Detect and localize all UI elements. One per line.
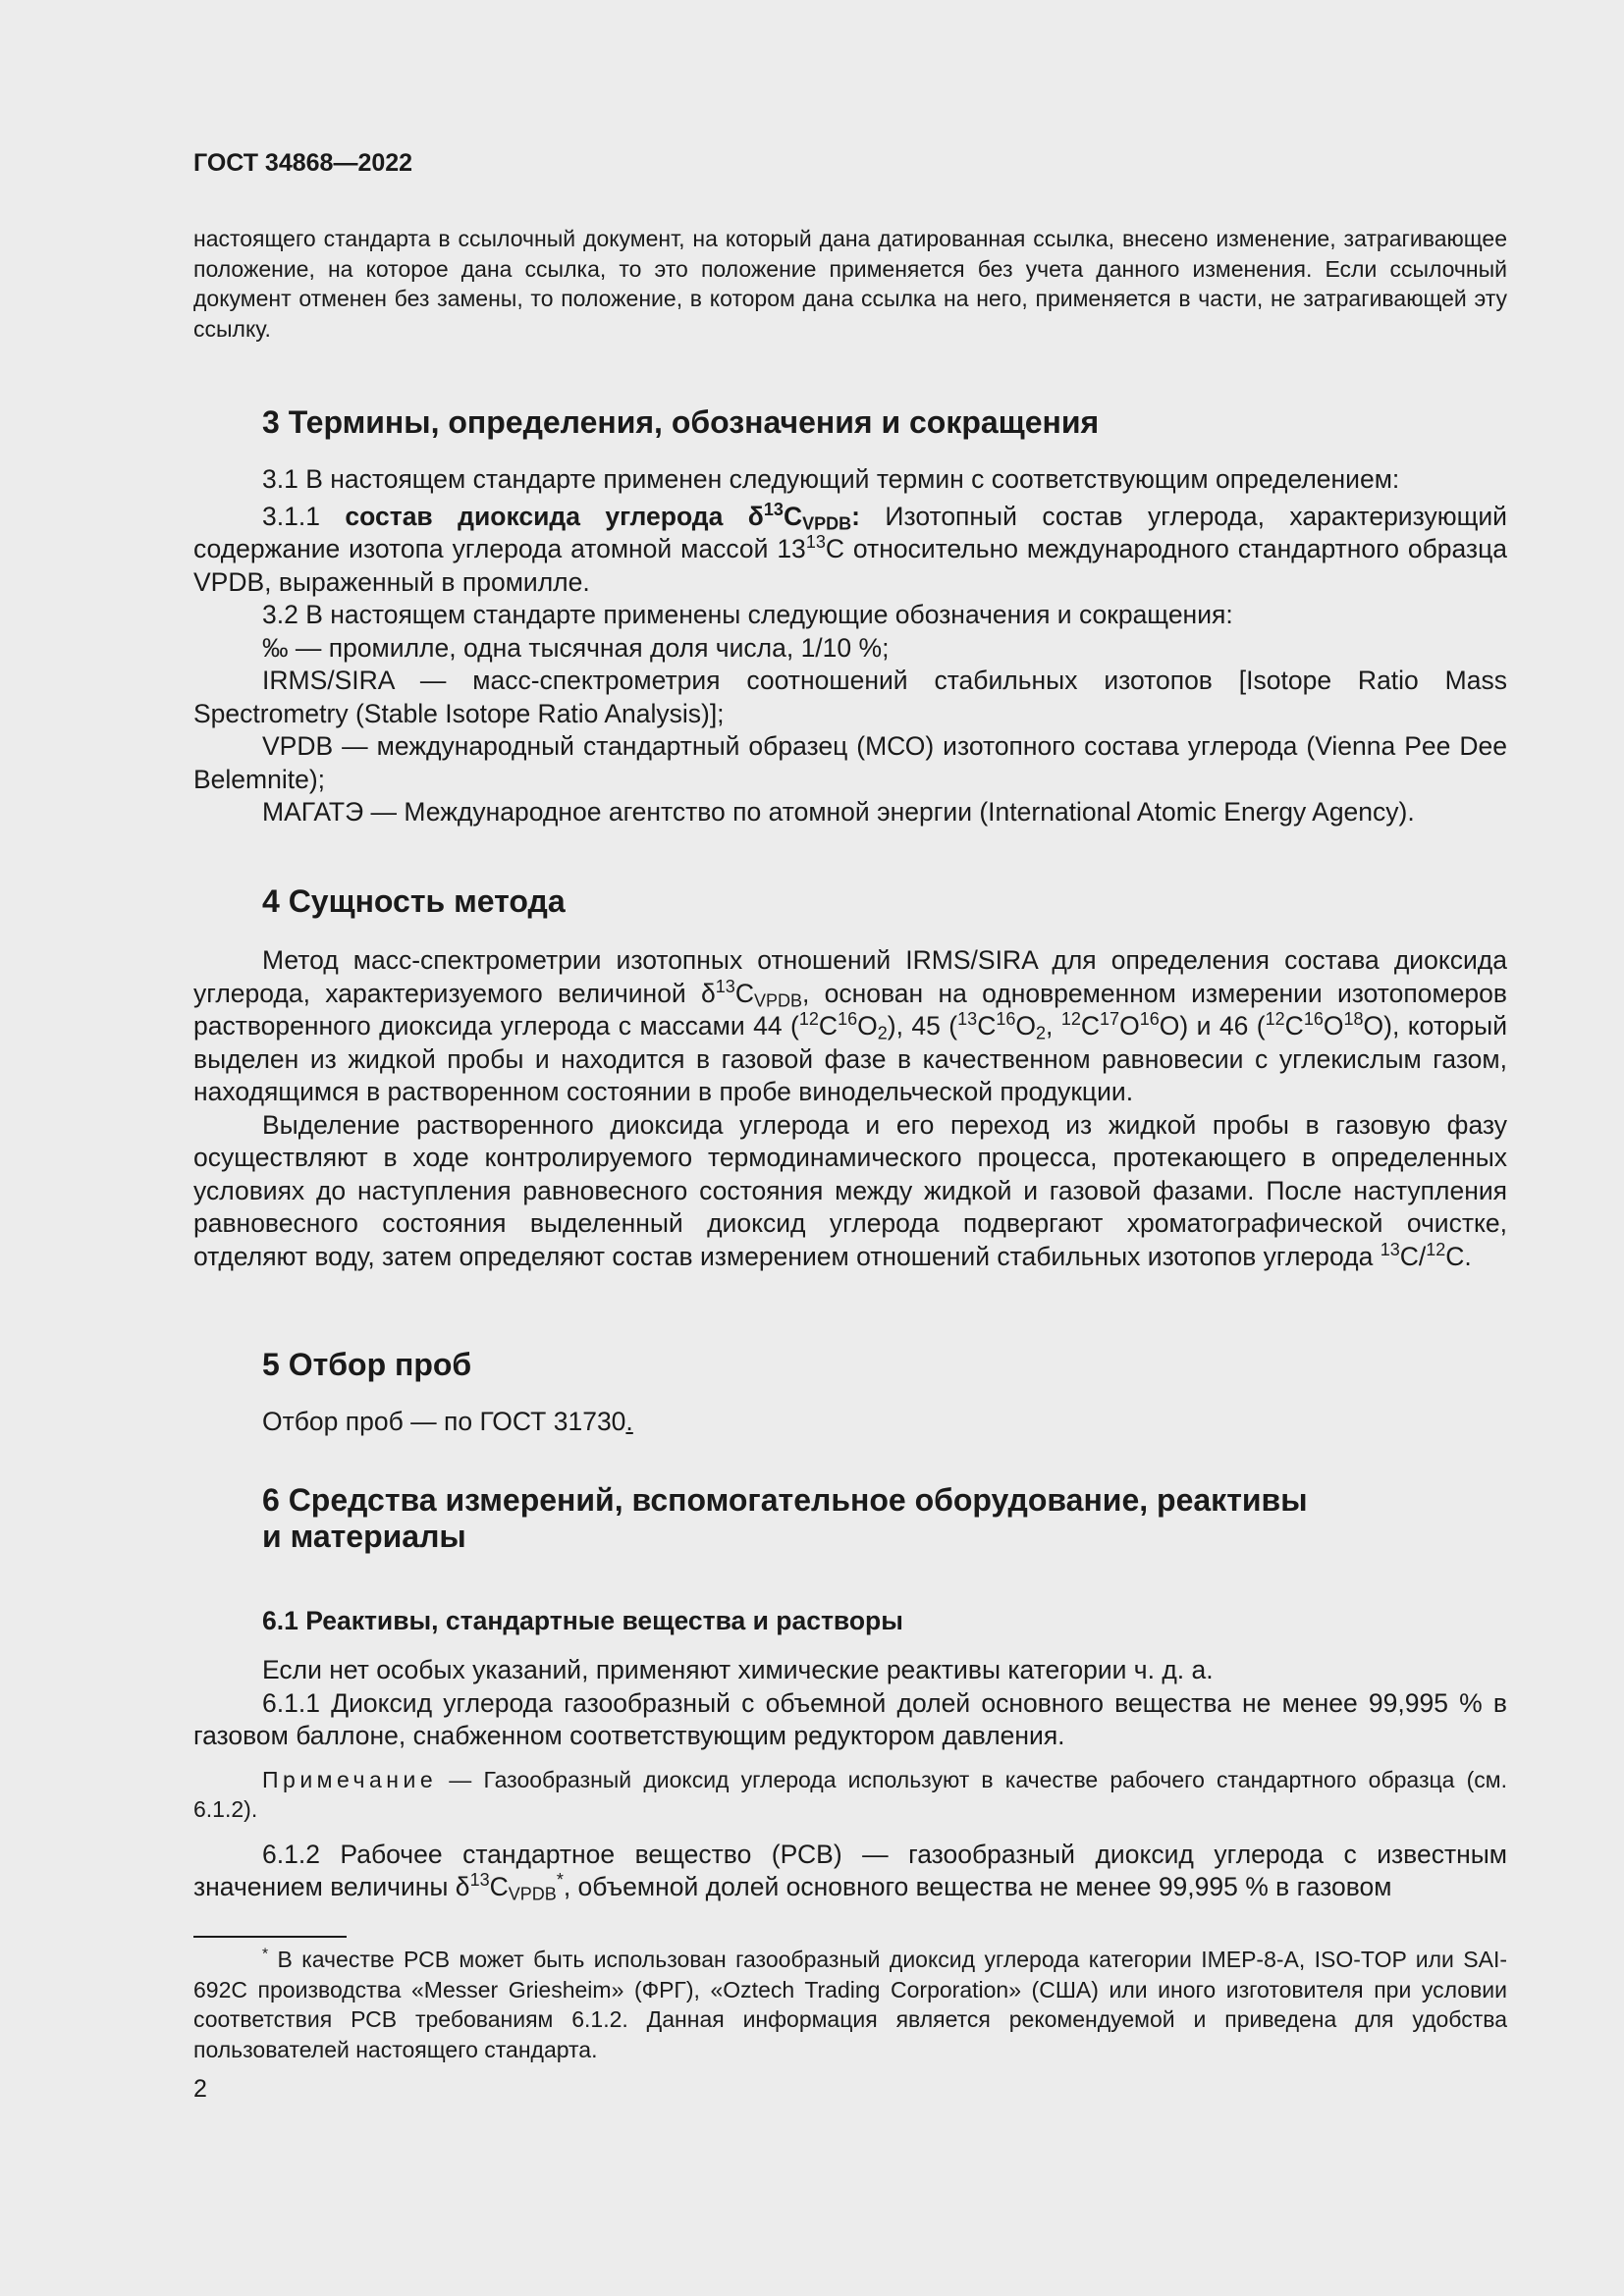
abbr-irms: IRMS/SIRA — масс-спектрометрия соотношений стабильных изотопов [Isotope Ratio Mass Spectrometry (Stable Isotope Ratio Analysis)];: [193, 666, 1507, 728]
section-4-body: [193, 944, 1507, 1273]
paragraph-4-1: Метод масс-спектрометрии изотопных отношений IRMS/SIRA для определения состава диоксида углерода, характеризуемого величиной $\delta^{13}C_{VPDB}$, основан на одновременном измерении изотопомеров растворенного диоксида углерода с массами 44 $(^{12}C^{16}O_2)$, 45 ($^{13}C^{16}O_2$, $^{12}C^{17}O^{16}O$) и 46 $(^{12}C^{16}O^{18}O)$, который выделен из жидкой пробы и находится в газовой фазе в качественном равновесии с углекислым газом, находящимся в растворенном состоянии в пробе винодельческой продукции.: [193, 945, 1507, 1106]
abbr-vpdb: VPDB — международный стандартный образец (МСО) изотопного состава углерода (Vienna Pee Dee Belemnite);: [193, 731, 1507, 794]
paragraph-4-2: Выделение растворенного диоксида углерода и его переход из жидкой пробы в газовую фазу осуществляют в ходе контролируемого термодинамического процесса, протекающего в определенных условиях до наступления равновесного состояния между жидкой и газовой фазами. После наступления равновесного состояния выделенный диоксид углерода подвергают хроматографической очистке, отделяют воду, затем определяют состав измерением отношений стабильных изотопов углерода $^{13}$C/$^{12}$C.: [193, 1109, 1507, 1271]
paragraph-3-1-1: 3.1.1 состав диоксида углерода $\delta^{13}C_{VPDB}$: Изотопный состав углерода, характеризующий содержание изотопа углерода атомной массой $13^{13}C$ относительно международного стандартного образца VPDB, выраженный в промилле.: [193, 499, 1507, 597]
section-6-1-title: 6.1 Реактивы, стандартные вещества и растворы: [262, 1606, 903, 1635]
note-6-1-1: Примечание — Газообразный диоксид углерода используют в качестве рабочего стандартного образца (см. 6.1.2).: [193, 1766, 1507, 1822]
section-5-title: 5 Отбор проб: [262, 1347, 472, 1382]
paragraph-3-2: 3.2 В настоящем стандарте применены следующие обозначения и сокращения:: [262, 600, 1233, 629]
page-number: 2: [193, 2075, 207, 2103]
intro-paragraph: настоящего стандарта в ссылочный документ, на который дана датированная ссылка, внесено изменение, затрагивающее положение, на которое дана ссылка, то это положение применяется без учета данного изменения. Если ссылочный документ отменен без замены, то положение, в котором дана ссылка на него, применяется в части, не затрагивающей эту ссылку.: [193, 226, 1507, 342]
footnote: * В качестве РСВ может быть использован газообразный диоксид углерода категории IMEP-8-A, ISO-TOP или SAI-692C производства «Messer Griesheim» (ФРГ), «Oztech Trading Corporation» (США) или иного изготовителя при условии соответствия РСВ требованиям 6.1.2. Данная информация является рекомендуемой и приведена для удобства пользователей настоящего стандарта.: [193, 1946, 1507, 2062]
paragraph-5: Отбор проб — по ГОСТ 31730.: [262, 1407, 633, 1436]
paragraph-6-1-2: 6.1.2 Рабочее стандартное вещество (РСВ) — газообразный диоксид углерода с известным значением величины $\delta^{13}C_{VPDB}^*$, объемной долей основного вещества не менее 99,995 % в газовом: [193, 1839, 1507, 1904]
document-header: ГОСТ 34868—2022: [193, 149, 413, 177]
section-4-title: 4 Сущность метода: [262, 883, 566, 919]
footnote-separator: [193, 1936, 347, 1938]
abbr-magate: МАГАТЭ — Международное агентство по атомной энергии (International Atomic Energy Agency).: [262, 797, 1415, 827]
abbr-permille: ‰ — промилле, одна тысячная доля числа, 1/10 %;: [262, 632, 890, 663]
section-6-body: [193, 1654, 1507, 1904]
paragraph-6-1-1: 6.1.1 Диоксид углерода газообразный с объемной долей основного вещества не менее 99,995 % в газовом баллоне, снабженном соответствующим редуктором давления.: [193, 1687, 1507, 1750]
section-3-body: [193, 463, 1507, 829]
section-5-body: [193, 1406, 1507, 1439]
paragraph-3-1: 3.1 В настоящем стандарте применен следующий термин с соответствующим определением:: [262, 464, 1400, 494]
paragraph-6-1-intro: Если нет особых указаний, применяют химические реактивы категории ч. д. а.: [262, 1655, 1214, 1684]
section-6-title: 6 Средства измерений, вспомогательное оборудование, реактивы и материалы: [262, 1482, 1308, 1554]
section-3-title: 3 Термины, определения, обозначения и сокращения: [262, 404, 1100, 440]
